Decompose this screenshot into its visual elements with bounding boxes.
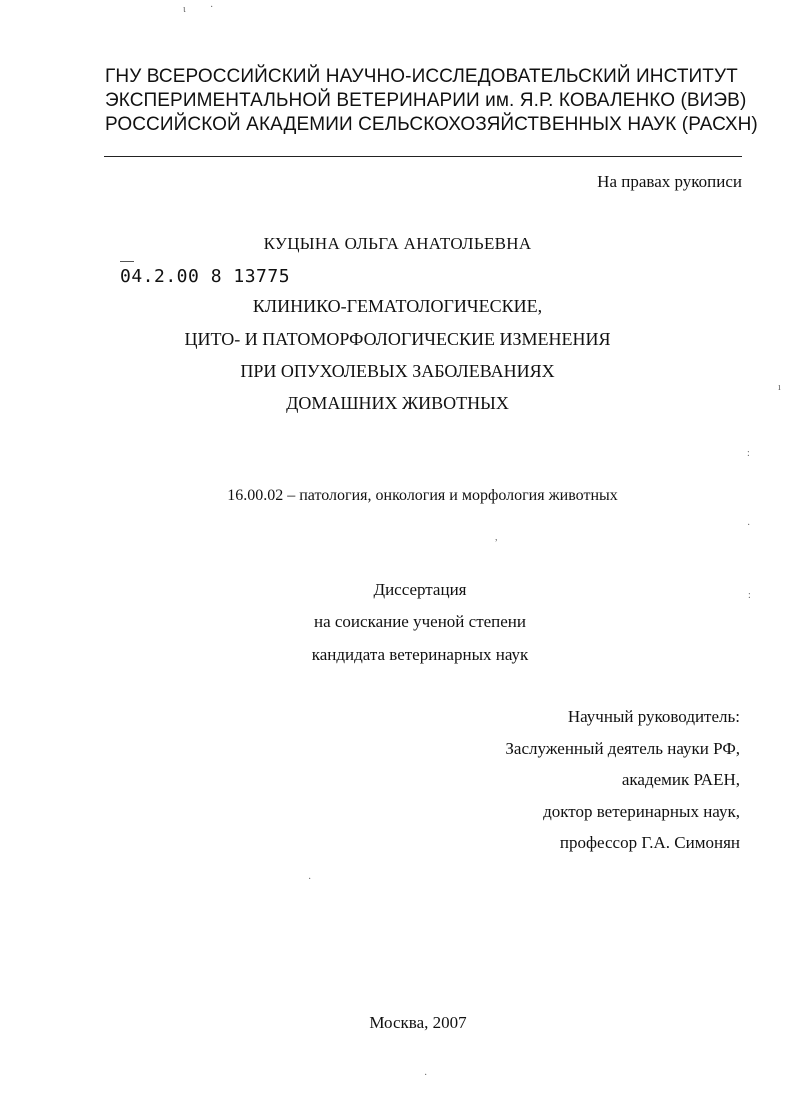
supervisor-title-3: доктор ветеринарных наук, [543, 802, 740, 821]
speck: : [747, 448, 750, 459]
supervisor-title-2: академик РАЕН, [621, 770, 740, 789]
rights-note: На правах рукописи [597, 172, 742, 191]
city-year: Москва, 2007 [369, 1013, 467, 1032]
title-line-3: ПРИ ОПУХОЛЕВЫХ ЗАБОЛЕВАНИЯХ [240, 361, 555, 381]
header-divider [104, 156, 742, 157]
title-line-4: ДОМАШНИХ ЖИВОТНЫХ [286, 393, 509, 413]
title-line-2: ЦИТО- И ПАТОМОРФОЛОГИЧЕСКИЕ ИЗМЕНЕНИЯ [184, 329, 611, 349]
degree-line-3: кандидата ветеринарных наук [311, 645, 529, 664]
institution-line-1: ГНУ ВСЕРОССИЙСКИЙ НАУЧНО-ИССЛЕДОВАТЕЛЬСКИЙ ИНСТИТУТ [105, 66, 738, 87]
registry-stamp: 04.2.00 8 13775 [120, 266, 291, 287]
supervisor-name: профессор Г.А. Симонян [559, 833, 740, 852]
supervisor-title-1: Заслуженный деятель науки РФ, [505, 739, 740, 758]
speck: : [748, 590, 751, 601]
stamp-mark [120, 261, 134, 262]
institution-line-2: ЭКСПЕРИМЕНТАЛЬНОЙ ВЕТЕРИНАРИИ им. Я.Р. КОВАЛЕНКО (ВИЭВ) [105, 90, 747, 111]
author-name: КУЦЫНА ОЛЬГА АНАТОЛЬЕВНА [263, 234, 532, 253]
speck: · [308, 874, 312, 885]
speck: , [495, 532, 498, 543]
speck: ı [778, 382, 781, 393]
supervisor-label: Научный руководитель: [567, 707, 740, 726]
speck: · [747, 520, 751, 531]
degree-line-2: на соискание ученой степени [313, 612, 527, 631]
speck: · [210, 2, 214, 13]
degree-line-1: Диссертация [373, 580, 467, 599]
speck: · [424, 1070, 428, 1081]
title-line-1: КЛИНИКО-ГЕМАТОЛОГИЧЕСКИЕ, [252, 296, 543, 316]
speck: ι [183, 4, 186, 15]
institution-line-3: РОССИЙСКОЙ АКАДЕМИИ СЕЛЬСКОХОЗЯЙСТВЕННЫХ НАУК (РАСХН) [105, 114, 758, 135]
specialty-code: 16.00.02 – патология, онкология и морфология животных [227, 487, 618, 504]
